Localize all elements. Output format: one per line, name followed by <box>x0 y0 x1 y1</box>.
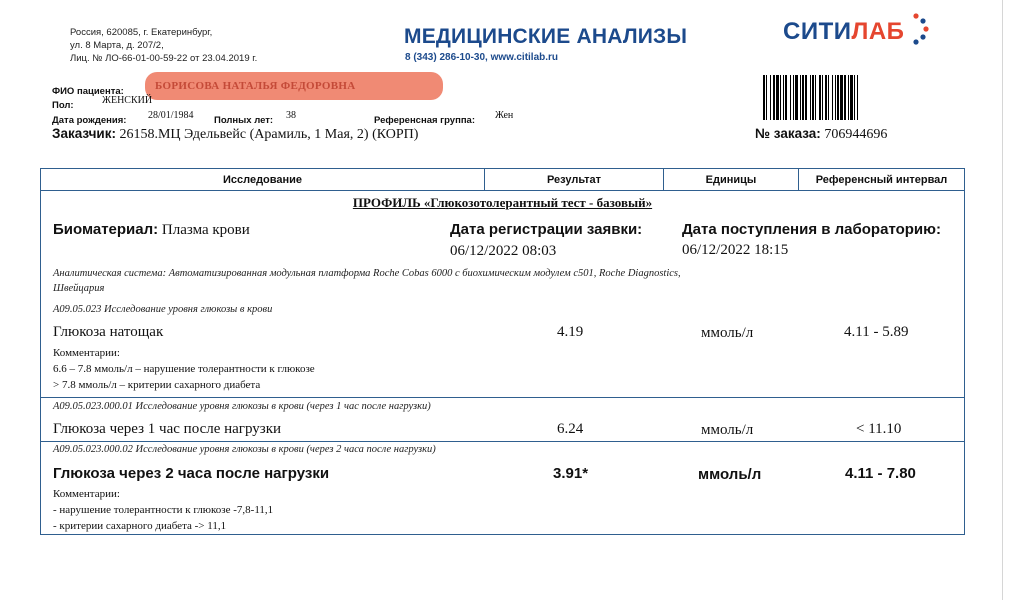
biomaterial-value: Плазма крови <box>161 222 250 238</box>
sex-value: ЖЕНСКИЙ <box>102 95 153 106</box>
ref-group-value: Жен <box>495 110 514 121</box>
results-table <box>40 168 965 535</box>
test3-comment-2: - критерии сахарного диабета -> 11,1 <box>53 520 227 532</box>
test1-comment-title: Комментарии: <box>53 347 120 359</box>
test3-ref: 4.11 - 7.80 <box>845 465 916 482</box>
test3-comment-title: Комментарии: <box>53 488 120 500</box>
row-divider-2 <box>41 441 964 442</box>
test1-name: Глюкоза натощак <box>53 324 164 340</box>
order-barcode <box>763 75 956 120</box>
test1-comment-2: > 7.8 ммоль/л – критерии сахарного диабета <box>53 379 261 391</box>
citilab-logo <box>783 18 904 46</box>
reg-date-label: Дата регистрации заявки: <box>450 221 643 238</box>
test1-units: ммоль/л <box>701 325 754 341</box>
reg-date-value: 06/12/2022 08:03 <box>450 243 557 259</box>
test2-code: A09.05.023.000.01 Исследование уровня глюкозы в крови (через 1 час после нагрузки) <box>53 401 431 412</box>
lab-address-line2: ул. 8 Марта, д. 207/2, <box>70 40 164 51</box>
customer-value: 26158.МЦ Эдельвейс (Арамиль, 1 Мая, 2) (КОРП) <box>119 127 419 142</box>
logo-text <box>783 18 904 45</box>
patient-name-label: ФИО пациента: <box>52 86 124 97</box>
age-label: Полных лет: <box>214 115 274 126</box>
biomaterial-row <box>53 221 250 239</box>
test1-comment-1: 6.6 – 7.8 ммоль/л – нарушение толерантности к глюкозе <box>53 363 315 375</box>
customer-row <box>52 126 418 143</box>
order-row <box>755 126 887 143</box>
lab-address-block <box>70 26 257 65</box>
age-value: 38 <box>286 110 296 121</box>
test3-name: Глюкоза через 2 часа после нагрузки <box>53 465 330 482</box>
header-units: Единицы <box>705 174 757 186</box>
test1-result: 4.19 <box>557 324 584 340</box>
analytic-system: Аналитическая система: Автоматизированная модульная платформа Roche Cobas 6000 с биохимическим модулем с501, Roche Diagnostics, <box>53 268 681 279</box>
profile-title: ПРОФИЛЬ «Глюкозотолерантный тест - базовый» <box>352 195 653 210</box>
logo-dots-icon <box>906 12 930 56</box>
header-ref-interval: Референсный интервал <box>815 174 948 186</box>
page-edge <box>1002 0 1003 600</box>
analytic-system-2: Швейцария <box>53 283 105 294</box>
header-study: Исследование <box>222 174 303 186</box>
logo-part1: СИТИ <box>783 18 852 45</box>
test3-result: 3.91* <box>553 465 589 482</box>
order-label: № заказа: <box>755 126 821 141</box>
logo-part2: ЛАБ <box>851 18 905 45</box>
sex-label: Пол: <box>52 100 74 111</box>
biomaterial-label: Биоматериал: <box>53 221 159 238</box>
test2-units: ммоль/л <box>701 422 754 438</box>
test2-name: Глюкоза через 1 час после нагрузки <box>53 421 282 437</box>
test1-ref: 4.11 - 5.89 <box>844 324 909 340</box>
test2-ref: < 11.10 <box>856 421 902 437</box>
row-divider-1 <box>41 397 964 398</box>
test3-code: A09.05.023.000.02 Исследование уровня глюкозы в крови (через 2 часа после нагрузки) <box>53 444 436 455</box>
lab-address-line1: Россия, 620085, г. Екатеринбург, <box>70 27 213 38</box>
lab-date-value: 06/12/2022 18:15 <box>682 242 789 258</box>
test1-code: A09.05.023 Исследование уровня глюкозы в крови <box>53 304 273 315</box>
order-value: 706944696 <box>824 127 888 142</box>
test3-units: ммоль/л <box>698 466 762 483</box>
barcode-bar <box>858 75 860 120</box>
patient-name-value: БОРИСОВА НАТАЛЬЯ ФЕДОРОВНА <box>155 80 356 92</box>
lab-license: Лиц. № ЛО-66-01-00-59-22 от 23.04.2019 г. <box>70 53 258 64</box>
header-result: Результат <box>546 174 602 186</box>
dob-label: Дата рождения: <box>52 115 127 126</box>
lab-date-label: Дата поступления в лабораторию: <box>682 221 941 238</box>
table-header <box>41 169 964 191</box>
customer-label: Заказчик: <box>52 126 116 141</box>
dob-value: 28/01/1984 <box>148 110 194 121</box>
test2-result: 6.24 <box>557 421 584 437</box>
brand-contacts: 8 (343) 286-10-30, www.citilab.ru <box>405 52 559 63</box>
brand-title: МЕДИЦИНСКИЕ АНАЛИЗЫ <box>404 25 688 48</box>
test3-comment-1: - нарушение толерантности к глюкозе -7,8-11,1 <box>53 504 274 516</box>
ref-group-label: Референсная группа: <box>374 115 476 126</box>
